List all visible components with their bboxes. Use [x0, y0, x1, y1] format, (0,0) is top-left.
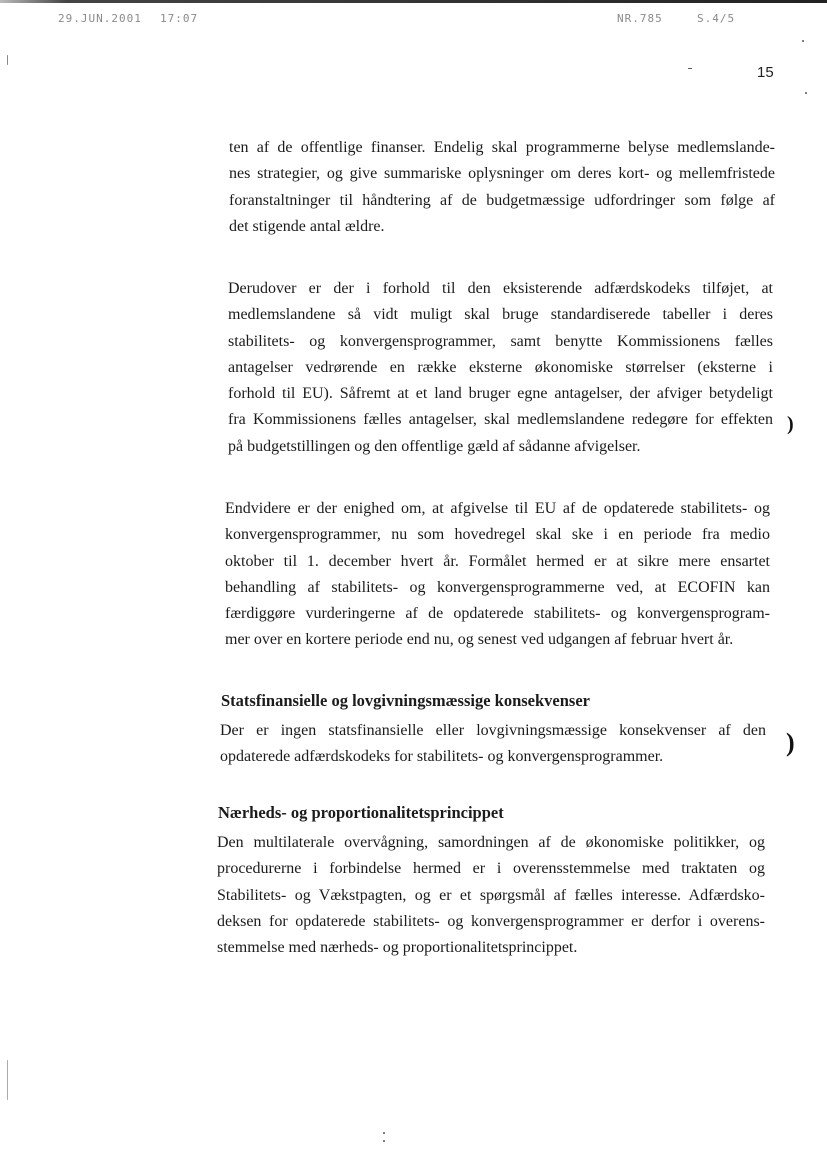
scan-speck: [7, 1060, 8, 1100]
text-line: foranstaltninger til håndtering af de budgetmæssige udfordringer som følge af: [229, 191, 775, 209]
text-line: antagelser vedrørende en række eksterne økonomiske størrelser (eksterne i: [228, 358, 773, 376]
text-line: konvergensprogrammer, nu som hovedregel skal ske i en periode fra medio: [225, 526, 770, 544]
fax-page-count: S.4/5: [697, 12, 736, 25]
text-line: på budgetstillingen og den offentlige gæld af sådanne afvigelser.: [228, 437, 641, 455]
text-line: deksen for opdaterede stabilitets- og konvergensprogrammer er derfor i overens-: [217, 912, 765, 930]
text-line: forhold til EU). Såfremt at et land bruger egne antagelser, der afviger betydeligt: [228, 385, 773, 403]
text-line: stemmelse med nærheds- og proportionalitetsprincippet.: [217, 939, 578, 957]
text-line: det stigende antal ældre.: [229, 217, 385, 235]
paragraph-consequences: [220, 718, 766, 771]
fax-number: NR.785: [617, 12, 663, 25]
page-number: 15: [757, 64, 774, 81]
text-line: oktober til 1. december hvert år. Formålet hermed er at sikre mere ensartet: [225, 552, 770, 570]
text-line: Der er ingen statsfinansielle eller lovgivningsmæssige konsekvenser af den: [220, 722, 766, 739]
section-heading-consequences: Statsfinansielle og lovgivningsmæssige konsekvenser: [221, 691, 590, 710]
scan-speck: [383, 1140, 385, 1142]
text-line: ten af de offentlige finanser. Endelig skal programmerne belyse medlemslande-: [229, 139, 775, 156]
paragraph-code-of-conduct: [228, 276, 773, 460]
paragraph-submission-period: [225, 496, 770, 654]
section-heading-subsidiarity: Nærheds- og proportionalitetsprincippet: [218, 803, 504, 822]
paragraph-public-finances: [229, 135, 775, 240]
text-line: stabilitets- og konvergensprogrammer, samt benytte Kommissionens fælles: [228, 332, 773, 350]
text-line: opdaterede adfærdskodeks for stabilitets- og konvergensprogrammer.: [220, 748, 664, 766]
scan-speck: [383, 1132, 385, 1134]
text-line: fra Kommissionens fælles antagelser, skal medlemslandene redegøre for effekten: [228, 411, 773, 429]
scan-speck: [688, 68, 692, 69]
margin-bracket-mark: ): [786, 728, 795, 757]
text-line: nes strategier, og give summariske oplysninger om deres kort- og mellemfristede: [229, 165, 775, 183]
text-line: medlemslandene så vidt muligt skal bruge standardiserede tabeller i deres: [228, 306, 773, 324]
text-line: mer over en kortere periode end nu, og senest ved udgangen af februar hvert år.: [225, 631, 734, 649]
margin-bracket-mark: ): [787, 413, 794, 435]
text-line: Derudover er der i forhold til den eksisterende adfærdskodeks tilføjet, at: [228, 280, 773, 297]
text-line: færdiggøre vurderingerne af de opdaterede stabilitets- og konvergensprogram-: [225, 605, 770, 623]
text-line: Endvidere er der enighed om, at afgivelse til EU af de opdaterede stabilitets- og: [225, 500, 770, 517]
fax-transmission-header: [0, 12, 827, 28]
fax-time: 17:07: [160, 12, 199, 25]
fax-date: 29.JUN.2001: [58, 12, 142, 25]
scan-speck: [7, 55, 8, 65]
paragraph-subsidiarity: [217, 830, 765, 961]
text-line: procedurerne i forbindelse hermed er i overensstemmelse med traktaten og: [217, 860, 765, 878]
fax-top-border: [0, 0, 827, 3]
scan-speck: [805, 92, 807, 94]
scan-speck: [802, 40, 804, 42]
text-line: Stabilitets- og Vækstpagten, og er et spørgsmål af fælles interesse. Adfærdsko-: [217, 886, 765, 904]
text-line: behandling af stabilitets- og konvergensprogrammerne ved, at ECOFIN kan: [225, 578, 770, 596]
text-line: Den multilaterale overvågning, samordningen af de økonomiske politikker, og: [217, 834, 765, 851]
